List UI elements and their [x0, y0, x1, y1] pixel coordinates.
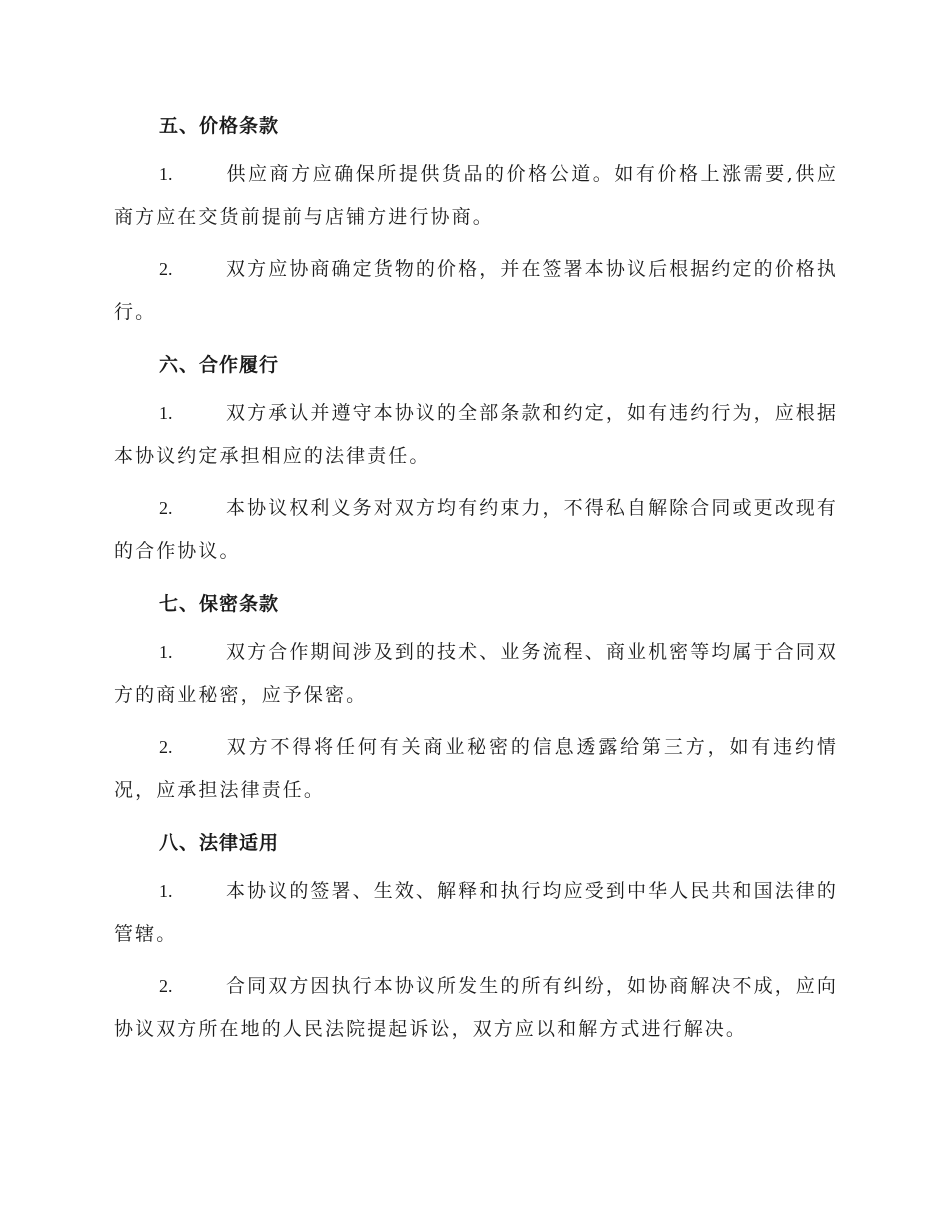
clause-number: 2.: [159, 976, 173, 996]
section-heading: 五、价格条款: [159, 115, 280, 137]
clause-number: 2.: [159, 498, 173, 518]
clause-paragraph: [114, 153, 838, 239]
clause-text: 双方承认并遵守本协议的全部条款和约定，如有违约行为，应根据本协议约定承担相应的法律责任。: [114, 402, 838, 467]
clause-text: 本协议权利义务对双方均有约束力，不得私自解除合同或更改现有的合作协议。: [114, 497, 838, 562]
clause-text: 双方合作期间涉及到的技术、业务流程、商业机密等均属于合同双方的商业秘密，应予保密。: [114, 641, 838, 706]
clause-paragraph: [114, 870, 838, 956]
clause-number: 2.: [159, 737, 173, 757]
clause-number: 1.: [159, 403, 173, 423]
clause-number: 1.: [159, 164, 173, 184]
section-confidentiality: [114, 582, 838, 812]
section-price-terms: [114, 104, 838, 334]
clause-text: 本协议的签署、生效、解释和执行均应受到中华人民共和国法律的管辖。: [114, 880, 838, 945]
clause-number: 1.: [159, 881, 173, 901]
clause-number: 1.: [159, 642, 173, 662]
clause-number: 2.: [159, 259, 173, 279]
document-body: [114, 104, 838, 1060]
section-cooperation: [114, 343, 838, 573]
clause-text: 双方不得将任何有关商业秘密的信息透露给第三方，如有违约情况，应承担法律责任。: [114, 736, 838, 801]
section-heading: 八、法律适用: [159, 832, 280, 854]
clause-paragraph: [114, 392, 838, 478]
clause-paragraph: [114, 487, 838, 573]
section-heading: 六、合作履行: [159, 354, 280, 376]
clause-paragraph: [114, 726, 838, 812]
clause-paragraph: [114, 248, 838, 334]
clause-text: 双方应协商确定货物的价格，并在签署本协议后根据约定的价格执行。: [114, 258, 838, 323]
clause-paragraph: [114, 631, 838, 717]
section-heading: 七、保密条款: [159, 593, 280, 615]
clause-paragraph: [114, 965, 838, 1051]
section-applicable-law: [114, 821, 838, 1051]
clause-text: 供应商方应确保所提供货品的价格公道。如有价格上涨需要,供应商方应在交货前提前与店铺方进行协商。: [114, 163, 838, 228]
clause-text: 合同双方因执行本协议所发生的所有纠纷，如协商解决不成，应向协议双方所在地的人民法院提起诉讼，双方应以和解方式进行解决。: [114, 975, 838, 1040]
